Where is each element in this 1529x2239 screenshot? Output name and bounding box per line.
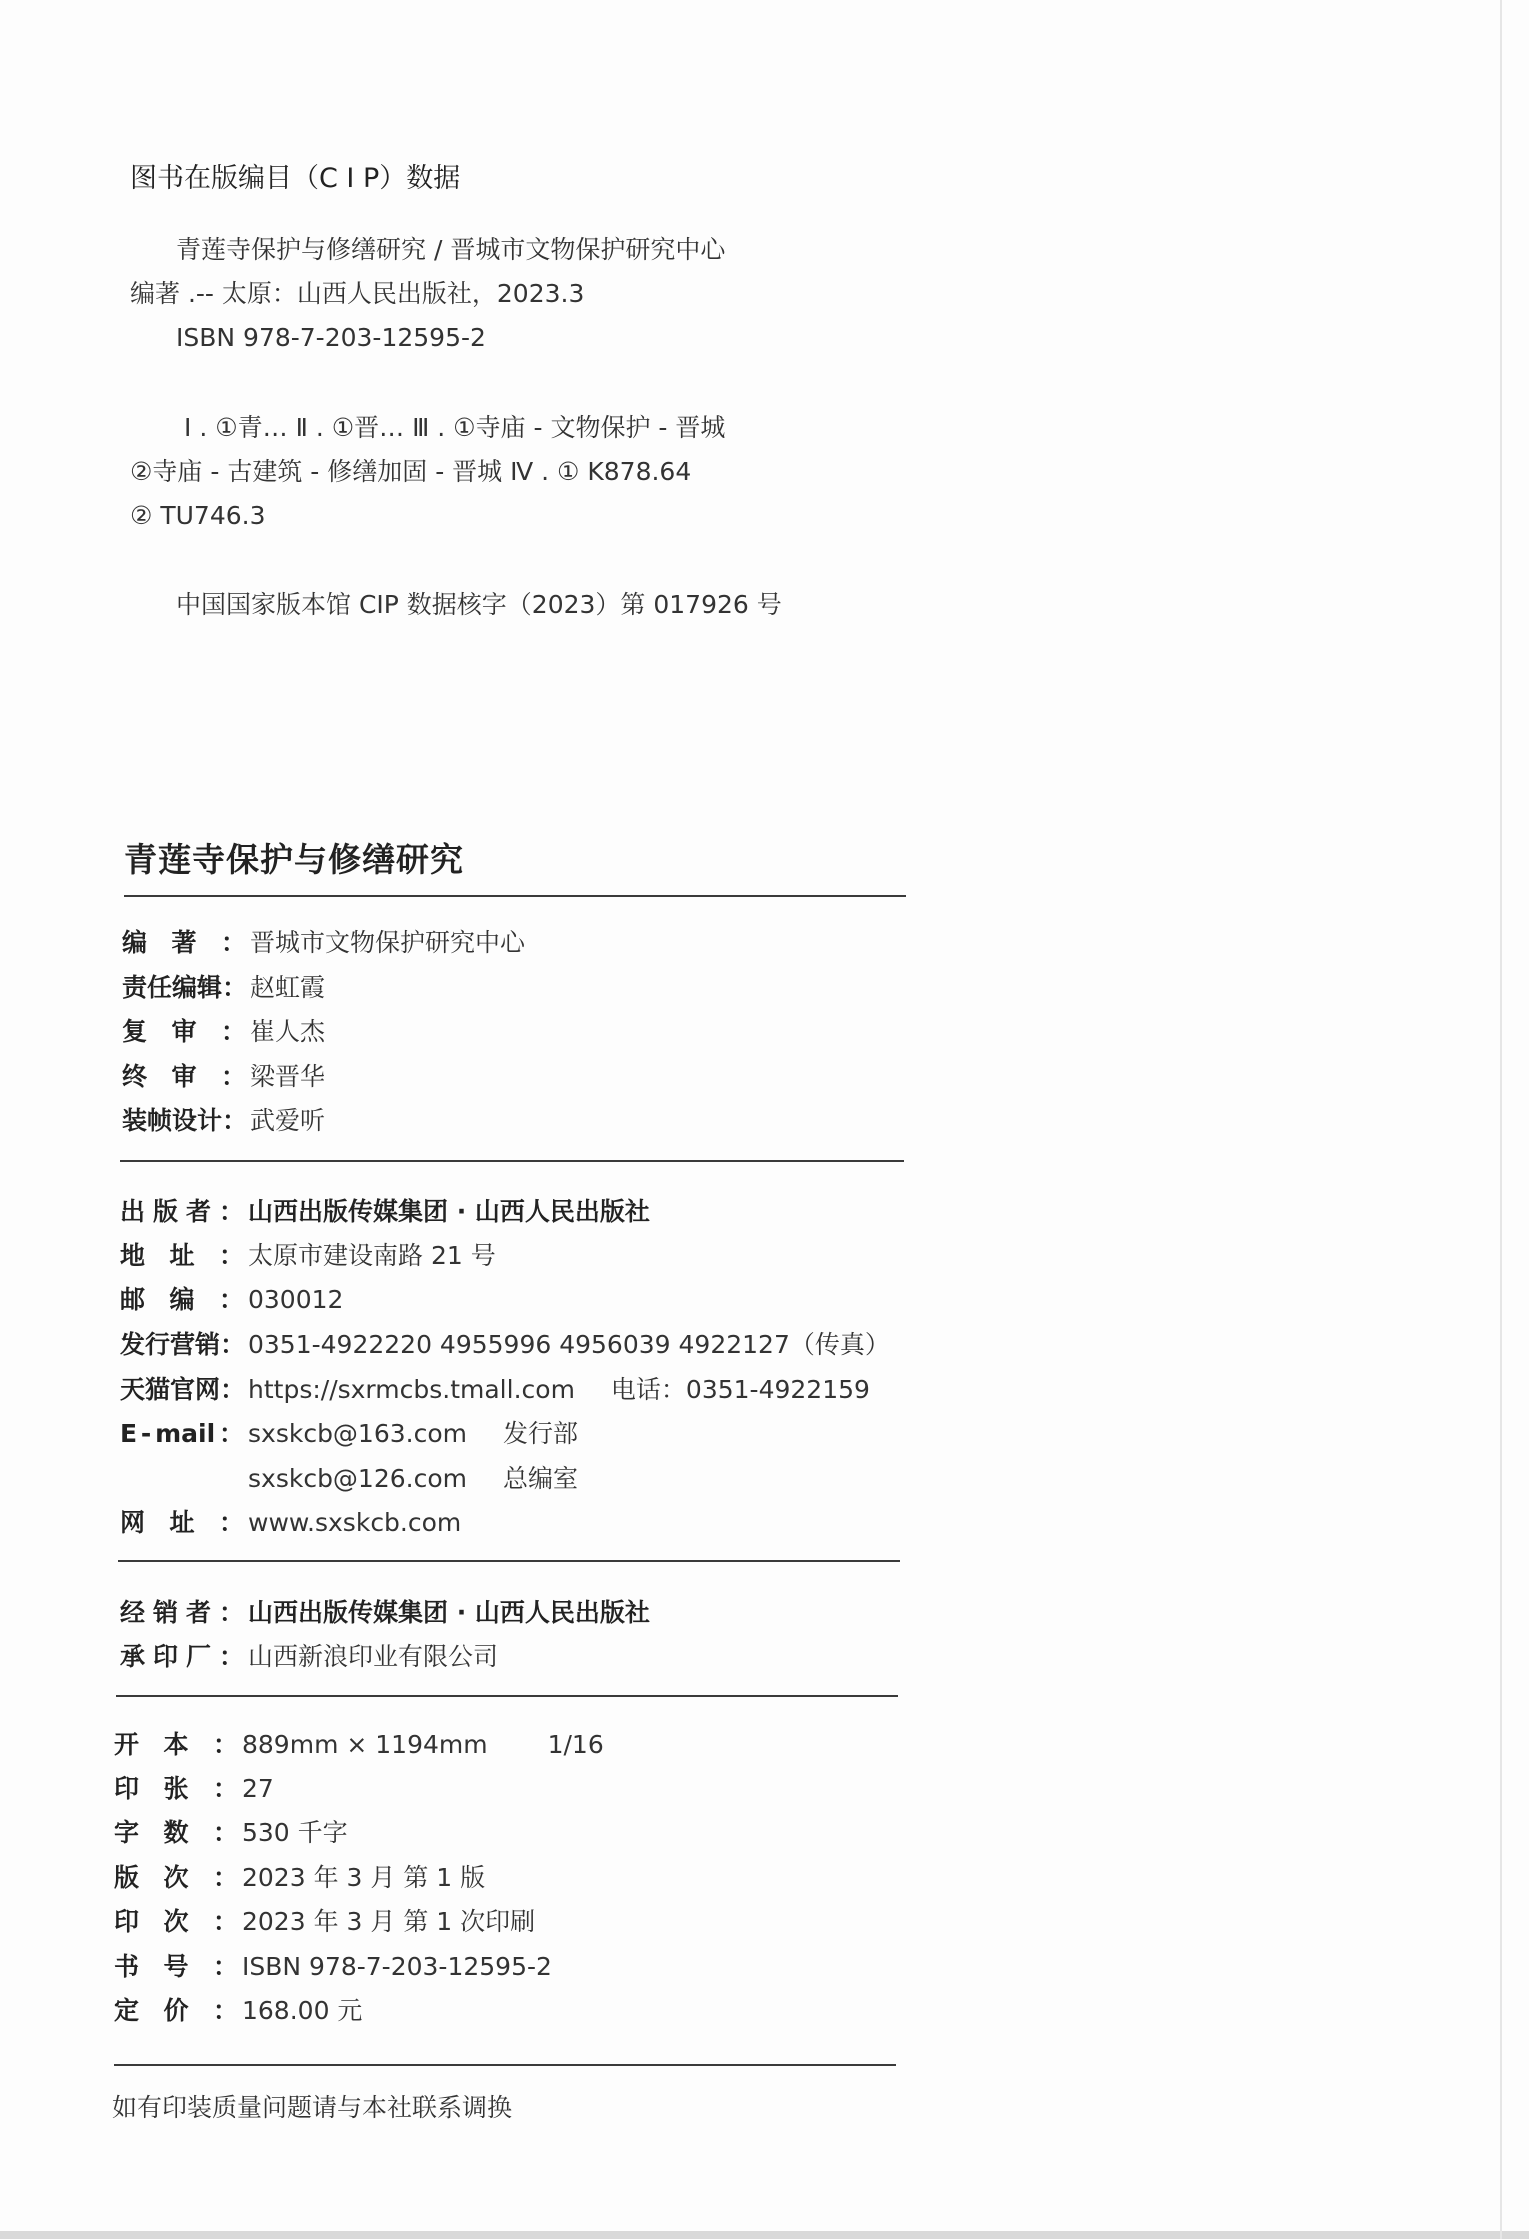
label-char: 行 bbox=[145, 1330, 171, 1359]
label-char: 定 bbox=[114, 1996, 140, 2025]
label-colon: ： bbox=[218, 1197, 244, 1226]
distributor-label bbox=[120, 1600, 244, 1625]
label-colon: ： bbox=[220, 1330, 246, 1359]
specs-row bbox=[114, 1865, 485, 1890]
credits-row bbox=[122, 1108, 325, 1133]
tmall-label bbox=[120, 1377, 244, 1402]
specs-row bbox=[114, 1954, 552, 1979]
specs-label bbox=[114, 1820, 238, 1845]
credits-row bbox=[122, 1064, 325, 1089]
label-char: 终 bbox=[122, 1062, 148, 1091]
email-row-2 bbox=[120, 1466, 578, 1491]
email-2-dept: 总编室 bbox=[503, 1464, 579, 1493]
label-char: 邮 bbox=[120, 1285, 146, 1314]
label-char: 著 bbox=[171, 928, 197, 957]
label-char: - bbox=[140, 1419, 152, 1448]
credits-label bbox=[122, 930, 246, 955]
distributor-row bbox=[120, 1600, 650, 1625]
label-char: 辑 bbox=[197, 973, 223, 1002]
label-char: 官 bbox=[170, 1375, 196, 1404]
label-char: 字 bbox=[114, 1818, 140, 1847]
label-colon: ： bbox=[220, 928, 246, 957]
specs-label bbox=[114, 1954, 238, 1979]
specs-label bbox=[114, 1865, 238, 1890]
label-char: 出 bbox=[120, 1197, 146, 1226]
label-colon: ： bbox=[218, 1598, 244, 1627]
label-colon: ： bbox=[212, 1730, 238, 1759]
address-label bbox=[120, 1243, 244, 1268]
label-char: 审 bbox=[171, 1017, 197, 1046]
postcode-label bbox=[120, 1287, 244, 1312]
label-char: 者 bbox=[185, 1598, 211, 1627]
specs-row bbox=[114, 1820, 348, 1845]
label-char: 本 bbox=[163, 1730, 189, 1759]
label-char: 印 bbox=[152, 1642, 178, 1671]
cip-heading: 图书在版编目（C I P）数据 bbox=[130, 163, 461, 194]
label-colon: ： bbox=[212, 1996, 238, 2025]
label-char: 发 bbox=[120, 1330, 146, 1359]
email-label bbox=[120, 1421, 244, 1446]
specs-label bbox=[114, 1732, 238, 1757]
cip-classification-line-3: ② TU746.3 bbox=[130, 501, 266, 530]
label-char: 印 bbox=[114, 1907, 140, 1936]
label-char: 天 bbox=[120, 1375, 146, 1404]
website-row bbox=[120, 1510, 461, 1535]
label-colon: ： bbox=[218, 1285, 244, 1314]
postcode-value: 030012 bbox=[248, 1285, 344, 1314]
specs-row bbox=[114, 1732, 604, 1757]
label-colon: ： bbox=[212, 1907, 238, 1936]
address-row bbox=[120, 1243, 496, 1268]
label-colon: ： bbox=[212, 1818, 238, 1847]
specs-value: 168.00 元 bbox=[242, 1996, 363, 2025]
label-char: 复 bbox=[122, 1017, 148, 1046]
label-char: 帧 bbox=[147, 1106, 173, 1135]
label-char: 任 bbox=[147, 973, 173, 1002]
label-char: 印 bbox=[114, 1774, 140, 1803]
book-title: 青莲寺保护与修缮研究 bbox=[124, 840, 464, 879]
specs-label bbox=[114, 1998, 238, 2023]
page-bottom-edge bbox=[0, 2231, 1529, 2239]
label-char: 版 bbox=[114, 1863, 140, 1892]
email-1-dept: 发行部 bbox=[503, 1419, 579, 1448]
label-char: 经 bbox=[120, 1598, 146, 1627]
label-char: 号 bbox=[163, 1952, 189, 1981]
marketing-label bbox=[120, 1332, 244, 1357]
label-char: 猫 bbox=[145, 1375, 171, 1404]
credits-label bbox=[122, 1108, 246, 1133]
label-char: E bbox=[120, 1419, 138, 1448]
label-char: 价 bbox=[163, 1996, 189, 2025]
specs-divider bbox=[114, 2064, 896, 2066]
label-char: 装 bbox=[122, 1106, 148, 1135]
specs-extra: 1/16 bbox=[547, 1730, 604, 1759]
label-char: 网 bbox=[195, 1375, 221, 1404]
label-char: 编 bbox=[169, 1285, 195, 1314]
label-char: 营 bbox=[170, 1330, 196, 1359]
label-char: 址 bbox=[169, 1241, 195, 1270]
label-char: 销 bbox=[195, 1330, 221, 1359]
label-colon: ： bbox=[222, 1106, 248, 1135]
publisher-value: 山西出版传媒集团 · 山西人民出版社 bbox=[248, 1197, 650, 1226]
website-label bbox=[120, 1510, 244, 1535]
specs-label bbox=[114, 1909, 238, 1934]
email-2[interactable]: sxskcb@126.com bbox=[248, 1464, 467, 1493]
printer-value: 山西新浪印业有限公司 bbox=[248, 1642, 499, 1671]
title-divider bbox=[124, 895, 906, 897]
label-char: 地 bbox=[120, 1241, 146, 1270]
quality-notice: 如有印装质量问题请与本社联系调换 bbox=[112, 2093, 513, 2122]
label-colon: ： bbox=[220, 1375, 246, 1404]
credits-value: 梁晋华 bbox=[250, 1062, 326, 1091]
cip-isbn-line: ISBN 978-7-203-12595-2 bbox=[176, 323, 486, 352]
credits-row bbox=[122, 930, 525, 955]
credits-value: 晋城市文物保护研究中心 bbox=[250, 928, 526, 957]
credits-row bbox=[122, 975, 325, 1000]
label-char: 计 bbox=[197, 1106, 223, 1135]
publisher-divider bbox=[118, 1560, 900, 1562]
website-url[interactable]: www.sxskcb.com bbox=[248, 1508, 462, 1537]
label-colon: ： bbox=[212, 1774, 238, 1803]
label-char: 开 bbox=[114, 1730, 140, 1759]
credits-value: 崔人杰 bbox=[250, 1017, 326, 1046]
credits-value: 武爱听 bbox=[250, 1106, 326, 1135]
credits-label bbox=[122, 1064, 246, 1089]
credits-label bbox=[122, 1019, 246, 1044]
specs-value: 889mm × 1194mm bbox=[242, 1730, 488, 1759]
label-colon: ： bbox=[212, 1863, 238, 1892]
credits-value: 赵虹霞 bbox=[250, 973, 326, 1002]
label-char: 设 bbox=[172, 1106, 198, 1135]
label-colon: ： bbox=[218, 1642, 244, 1671]
label-char: 版 bbox=[152, 1197, 178, 1226]
specs-value: ISBN 978-7-203-12595-2 bbox=[242, 1952, 552, 1981]
distribution-divider bbox=[116, 1695, 898, 1697]
scan-edge-line bbox=[1500, 0, 1502, 2239]
cip-title-line: 青莲寺保护与修缮研究 / 晋城市文物保护研究中心 bbox=[176, 235, 726, 264]
email-1[interactable]: sxskcb@163.com bbox=[248, 1419, 467, 1448]
label-char: 次 bbox=[163, 1907, 189, 1936]
label-char: 数 bbox=[163, 1818, 189, 1847]
specs-row bbox=[114, 1909, 535, 1934]
tmall-row bbox=[120, 1377, 870, 1402]
printer-row bbox=[120, 1644, 498, 1669]
credits-divider bbox=[120, 1160, 904, 1162]
label-char: 厂 bbox=[185, 1642, 211, 1671]
label-char: 网 bbox=[120, 1508, 146, 1537]
label-char: 者 bbox=[185, 1197, 211, 1226]
publisher-label bbox=[120, 1199, 244, 1224]
label-colon: ： bbox=[218, 1419, 244, 1448]
specs-row bbox=[114, 1776, 274, 1801]
distributor-value: 山西出版传媒集团 · 山西人民出版社 bbox=[248, 1598, 650, 1627]
label-char: 次 bbox=[163, 1863, 189, 1892]
cip-classification-line-1: Ⅰ . ①青… Ⅱ . ①晋… Ⅲ . ①寺庙 - 文物保护 - 晋城 bbox=[184, 413, 726, 442]
address-value: 太原市建设南路 21 号 bbox=[248, 1241, 496, 1270]
printer-label bbox=[120, 1644, 244, 1669]
label-colon: ： bbox=[220, 1062, 246, 1091]
specs-row bbox=[114, 1998, 362, 2023]
label-colon: ： bbox=[212, 1952, 238, 1981]
postcode-row bbox=[120, 1287, 343, 1312]
credits-row bbox=[122, 1019, 325, 1044]
specs-value: 2023 年 3 月 第 1 版 bbox=[242, 1863, 486, 1892]
credits-label bbox=[122, 975, 246, 1000]
label-char: mail bbox=[155, 1419, 216, 1448]
cip-publication-line: 编著 .-- 太原：山西人民出版社，2023.3 bbox=[130, 279, 585, 308]
label-char: 承 bbox=[120, 1642, 146, 1671]
label-char: 址 bbox=[169, 1508, 195, 1537]
cip-classification-line-2: ②寺庙 - 古建筑 - 修缮加固 - 晋城 Ⅳ . ① K878.64 bbox=[130, 457, 692, 486]
label-char: 编 bbox=[172, 973, 198, 1002]
label-char: 责 bbox=[122, 973, 148, 1002]
specs-value: 530 千字 bbox=[242, 1818, 348, 1847]
tmall-url[interactable]: https://sxrmcbs.tmall.com bbox=[248, 1375, 575, 1404]
email-row-1 bbox=[120, 1421, 578, 1446]
label-colon: ： bbox=[220, 1017, 246, 1046]
specs-label bbox=[114, 1776, 238, 1801]
specs-value: 27 bbox=[242, 1774, 274, 1803]
marketing-value: 0351-4922220 4955996 4956039 4922127（传真） bbox=[248, 1330, 890, 1359]
specs-value: 2023 年 3 月 第 1 次印刷 bbox=[242, 1907, 536, 1936]
label-colon: ： bbox=[218, 1241, 244, 1270]
label-colon: ： bbox=[218, 1508, 244, 1537]
label-char: 张 bbox=[163, 1774, 189, 1803]
label-char: 编 bbox=[122, 928, 148, 957]
cip-record-number: 中国国家版本馆 CIP 数据核字（2023）第 017926 号 bbox=[176, 590, 782, 619]
label-char: 书 bbox=[114, 1952, 140, 1981]
tmall-phone: 电话：0351-4922159 bbox=[610, 1375, 870, 1404]
label-char: 销 bbox=[152, 1598, 178, 1627]
label-char: 审 bbox=[171, 1062, 197, 1091]
label-colon: ： bbox=[222, 973, 248, 1002]
publisher-row bbox=[120, 1199, 650, 1224]
marketing-row bbox=[120, 1332, 890, 1357]
